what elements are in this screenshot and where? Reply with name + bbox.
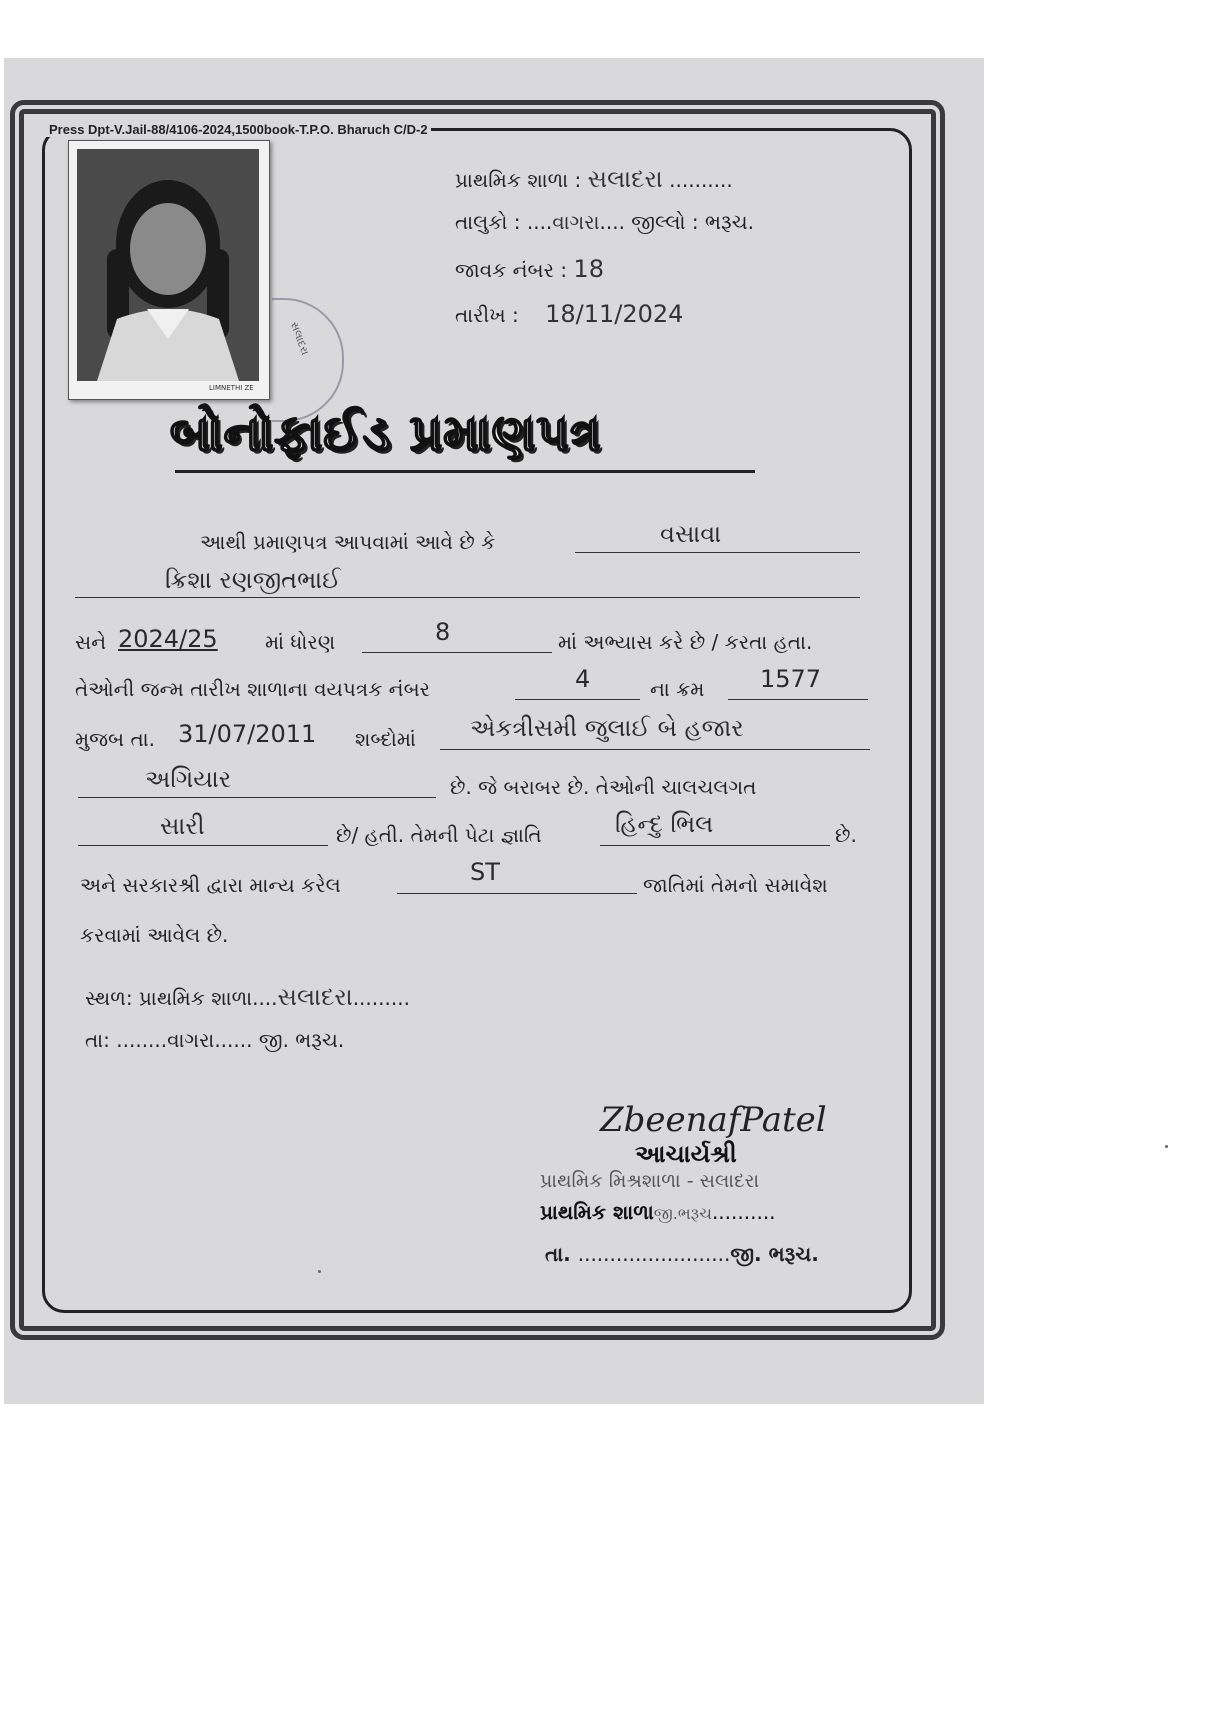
std-underline (362, 652, 552, 653)
school-line: પ્રાથમિક શાળા : સલાદરા .......... (455, 165, 733, 193)
subcaste-underline (600, 845, 830, 846)
place-line: સ્થળ: પ્રાથમિક શાળા....સલાદરા......... (85, 983, 410, 1011)
place-district: જી. ભરૂચ. (258, 1028, 345, 1052)
seal-stamp-line: પ્રાથમિક મિશ્રશાળા - સલાદરા (540, 1170, 760, 1192)
taluka-label: તાલુકો : (455, 210, 521, 234)
district-label: જીલ્લો : ભરૂચ. (631, 210, 754, 234)
certificate-title: બોનોફાઈડ પ્રમાણપત્ર (170, 404, 602, 462)
dob-words: એકત્રીસમી જુલાઈ બે હજાર (470, 714, 744, 742)
last-line: કરવામાં આવેલ છે. (80, 923, 229, 947)
words-label: શબ્દોમાં (355, 727, 416, 751)
category-value: ST (470, 858, 500, 886)
place-label: સ્થળ: પ્રાથમિક શાળા (85, 986, 253, 1010)
principal-title: આચાર્યશ્રી (635, 1140, 737, 1168)
photo-image (77, 149, 259, 381)
std-suffix: માં અભ્યાસ કરે છે / કરતા હતા. (558, 630, 813, 654)
outward-value: 18 (573, 255, 604, 283)
govt-suffix: જાતિમાં તેમનો સમાવેશ (643, 873, 828, 897)
conduct-value: સારી (160, 812, 205, 840)
conduct-underline (78, 845, 328, 846)
category-underline (397, 893, 637, 894)
fullname-underline (75, 597, 860, 598)
taluka-value: વાગરા (552, 210, 600, 234)
correct-text: છે. જે બરાબર છે. તેઓની ચાલચલગત (450, 775, 757, 799)
body-line1-prefix: આથી પ્રમાણપત્ર આપવામાં આવે છે કે (200, 530, 496, 554)
surname-value: વસાવા (660, 520, 722, 548)
dob-words2: અગિયાર (145, 765, 232, 793)
outward-label: જાવક નંબર : (455, 258, 568, 282)
std-label: માં ધોરણ (265, 630, 336, 654)
serial-no: 1577 (760, 665, 822, 693)
surname-underline (575, 552, 860, 553)
year-prefix: સને (75, 630, 107, 654)
words2-underline (78, 797, 436, 798)
std-value: 8 (435, 618, 451, 646)
title-underline (175, 470, 755, 473)
date-line (455, 300, 683, 328)
footer-ta-line: તા. ........................જી. ભરૂચ. (545, 1242, 819, 1266)
student-photo (68, 140, 270, 400)
school-stamp-line: પ્રાથમિક શાળાજી.ભરૂચ.......... (540, 1200, 776, 1224)
subcaste-value: હિન્દુ ભિલ (615, 810, 714, 838)
principal-signature: ZbeenafPatel (600, 1100, 827, 1140)
ta-value: વાગરા (167, 1028, 215, 1052)
dob-prefix: તેઓની જન્મ તારીખ શાળાના વયપત્રક નંબર (75, 677, 430, 701)
subcaste-label: છે/ હતી. તેમની પેટા જ્ઞાતિ (336, 823, 542, 847)
subcaste-suffix: છે. (835, 823, 857, 847)
fullname-value: ક્રિશા રણજીતભાઈ (165, 566, 341, 594)
taluka-place-line: તા: ........વાગરા...... જી. ભરૂચ. (85, 1028, 345, 1052)
date-label: તારીખ : (455, 303, 519, 327)
ta-label: તા: (85, 1028, 110, 1052)
taluka-line: તાલુકો : ....વાગરા.... જીલ્લો : ભરૂચ. (455, 210, 754, 234)
portrait-icon (77, 149, 259, 381)
photo-caption: LIMNETHI ZE (209, 384, 254, 392)
govt-prefix: અને સરકારશ્રી દ્વારા માન્ય કરેલ (80, 873, 341, 897)
serial-label: ના ક્રમ (650, 677, 705, 701)
serial-underline (728, 699, 868, 700)
school-label: પ્રાથમિક શાળા : (455, 168, 582, 192)
outward-line (455, 255, 604, 283)
photo-stamp-text: સલાદરા (287, 320, 312, 357)
words-underline (440, 749, 870, 750)
speck (318, 1270, 321, 1273)
dob-value: 31/07/2011 (178, 720, 317, 748)
date-value: 18/11/2024 (545, 300, 684, 328)
place-value: સલાદરા (277, 983, 353, 1011)
register-underline (515, 699, 640, 700)
year-value: 2024/25 (118, 625, 218, 653)
register-no: 4 (575, 665, 591, 693)
school-value: સલાદરા (587, 165, 663, 193)
dob-label: મુજબ તા. (75, 727, 155, 751)
speck (1165, 1145, 1168, 1148)
press-line: Press Dpt-V.Jail-88/4106-2024,1500book-T.P.O. Bharuch C/D-2 (46, 122, 431, 137)
